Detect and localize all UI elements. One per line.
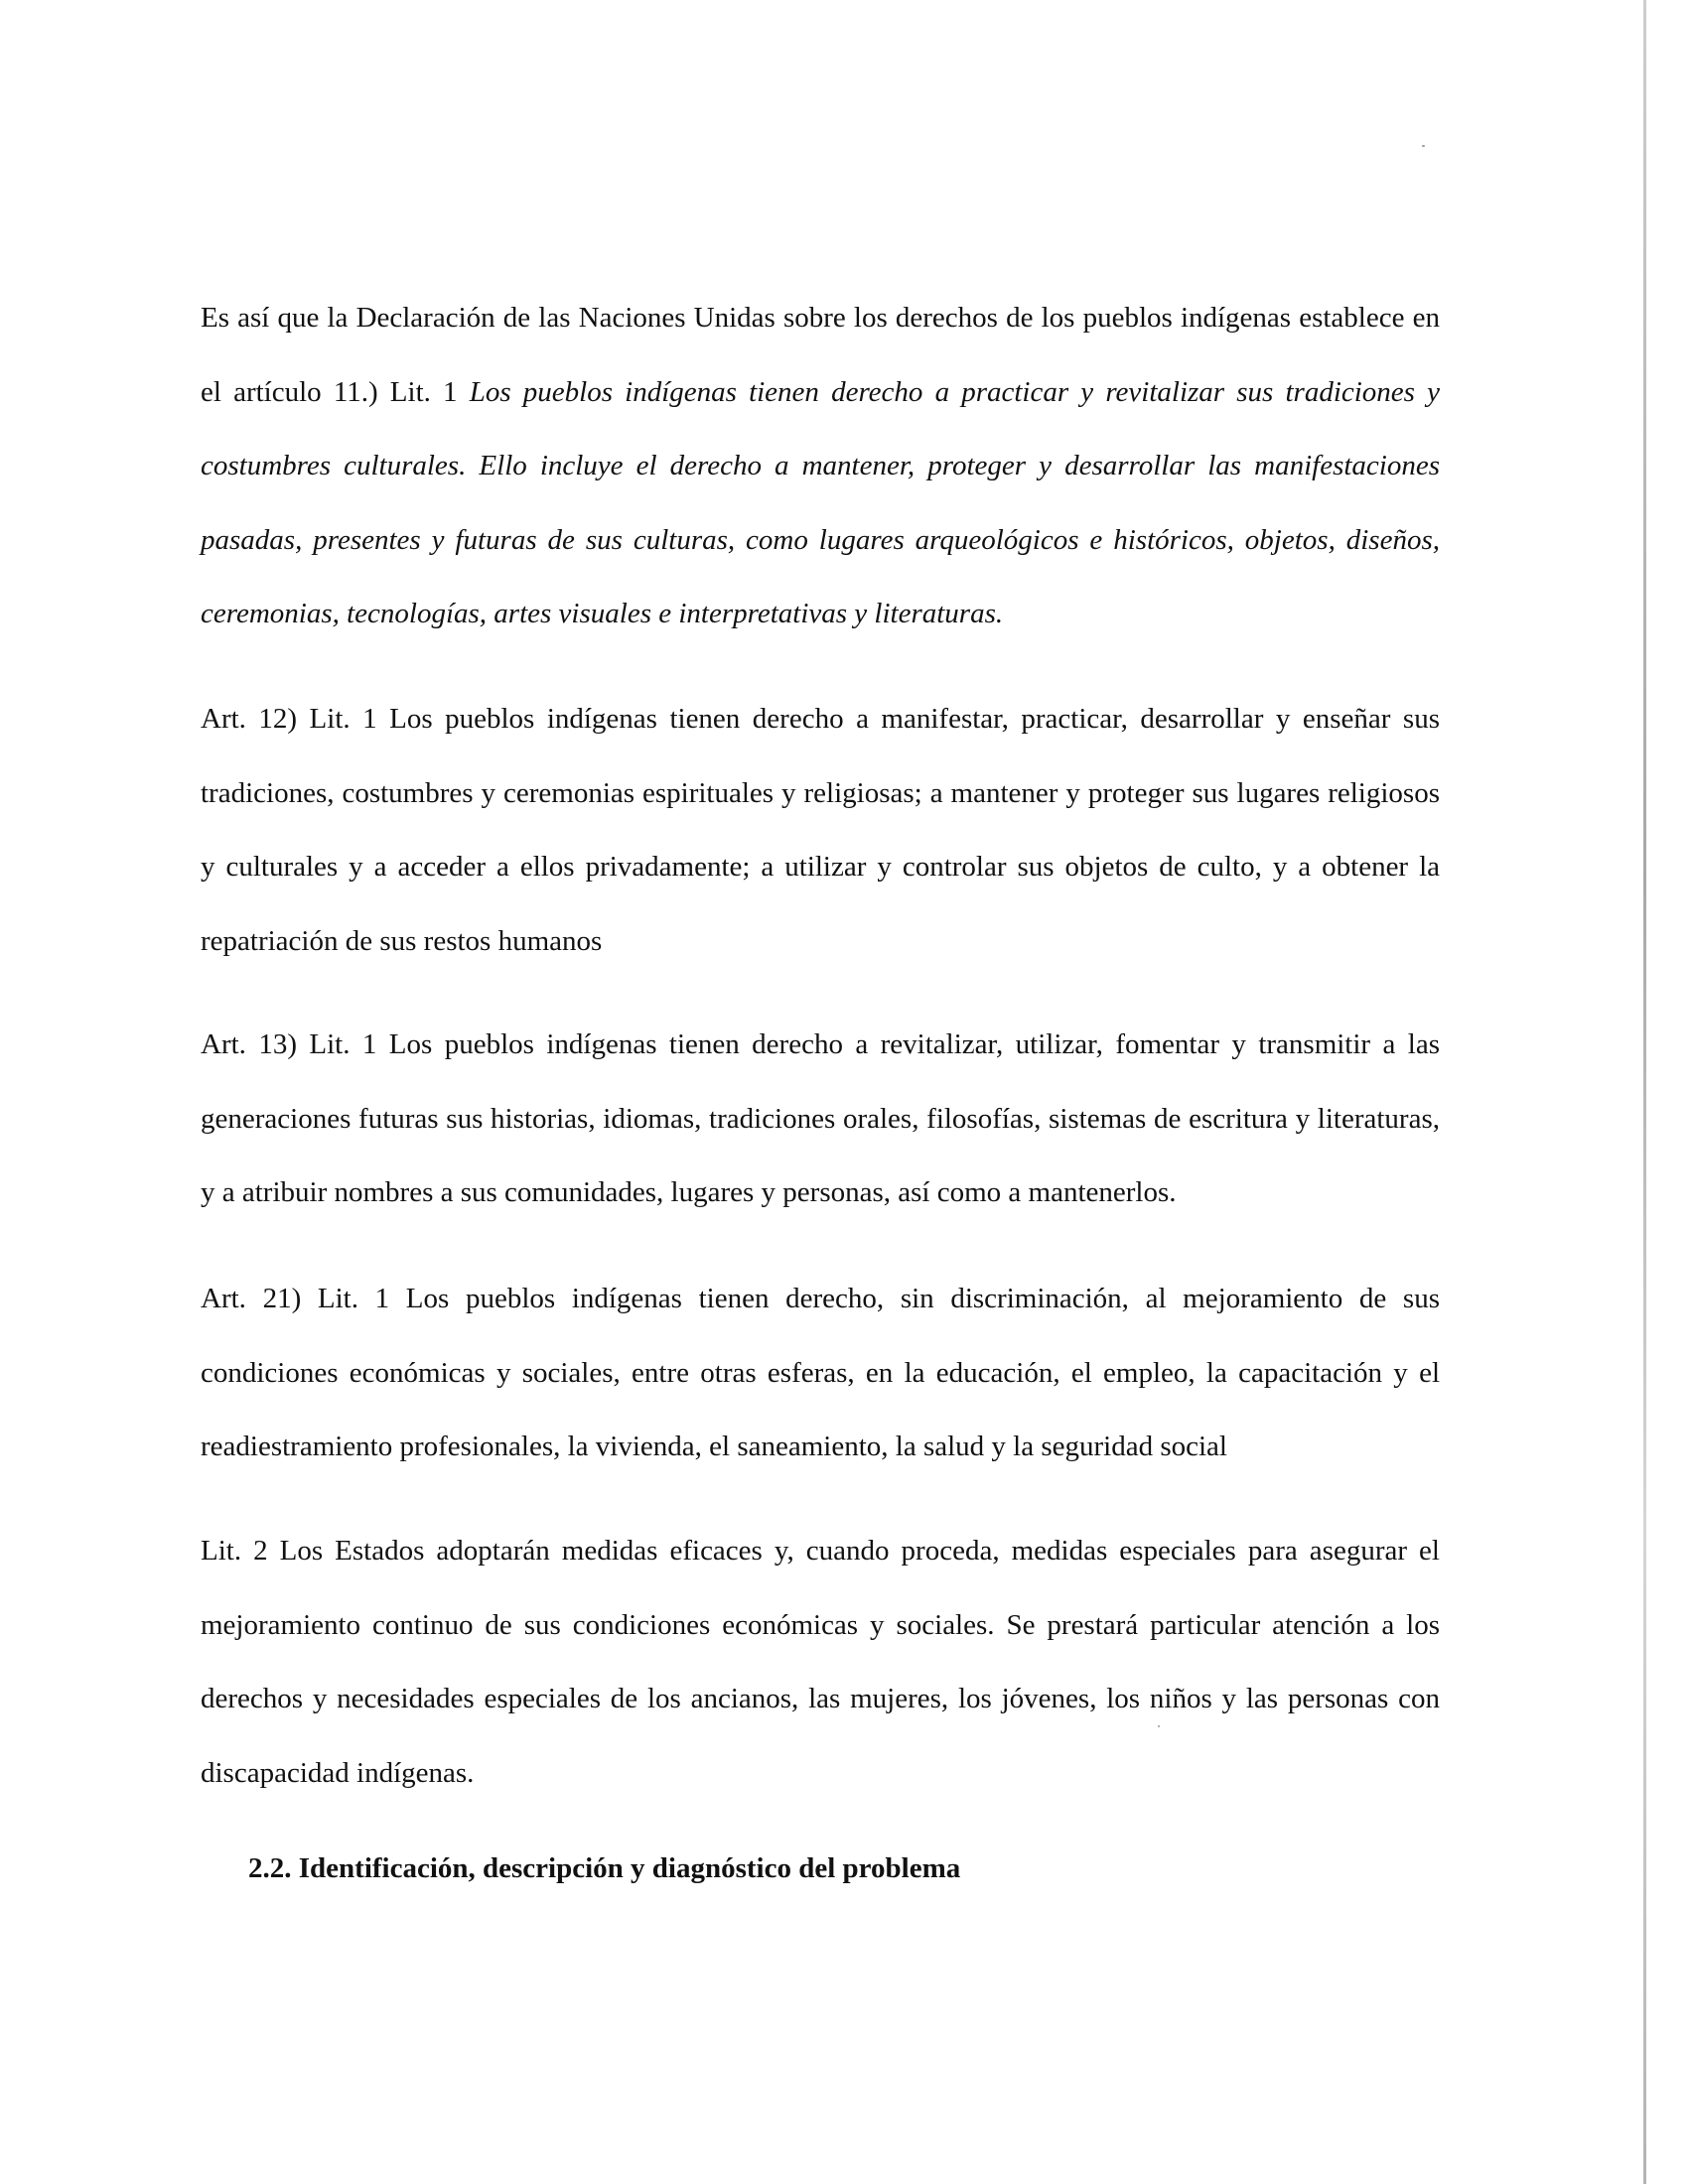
paragraph-art-12	[201, 682, 1440, 978]
paragraph-text: Lit. 2 Los Estados adoptarán medidas eficaces y, cuando proceda, medidas especiales para asegurar el mejoramiento continuo de sus condiciones económicas y sociales. Se prestará particular atención a los derechos y necesidades especiales de los ancianos, las mujeres, los jóvenes, los niños y las personas con discapacidad indígenas.	[201, 1535, 1440, 1789]
paragraph-art-13	[201, 1008, 1440, 1230]
scan-speck	[1422, 145, 1425, 147]
paragraph-art-11	[201, 281, 1440, 651]
paragraph-art-21-lit-1	[201, 1262, 1440, 1484]
paragraph-text: Art. 12) Lit. 1 Los pueblos indígenas tienen derecho a manifestar, practicar, desarrollar y enseñar sus tradiciones, costumbres y ceremonias espirituales y religiosas; a mantener y proteger sus lugares religiosos y culturales y a acceder a ellos privadamente; a utilizar y controlar sus objetos de culto, y a obtener la repatriación de sus restos humanos	[201, 703, 1440, 957]
paragraph-text: Art. 13) Lit. 1 Los pueblos indígenas tienen derecho a revitalizar, utilizar, fomentar y transmitir a las generaciones futuras sus historias, idiomas, tradiciones orales, filosofías, sistemas de escritura y literaturas, y a atribuir nombres a sus comunidades, lugares y personas, así como a mantenerlos.	[201, 1028, 1440, 1208]
section-heading: 2.2. Identificación, descripción y diagnóstico del problema	[248, 1852, 961, 1884]
paragraph-text: Art. 21) Lit. 1 Los pueblos indígenas tienen derecho, sin discriminación, al mejoramiento de sus condiciones económicas y sociales, entre otras esferas, en la educación, el empleo, la capacitación y el readiestramiento profesionales, la vivienda, el saneamiento, la salud y la seguridad social	[201, 1283, 1440, 1462]
scan-edge-line	[1643, 0, 1646, 2184]
paragraph-art-21-lit-2	[201, 1514, 1440, 1810]
paragraph-intro: Es así que la Declaración de las Naciones Unidas sobre los derechos de los pueblos indígenas establece en el artículo 11.) Lit. 1	[201, 302, 1440, 408]
paragraph-text	[201, 281, 1440, 651]
quoted-article-text: Los pueblos indígenas tienen derecho a practicar y revitalizar sus tradiciones y costumbres culturales. Ello incluye el derecho a mantener, proteger y desarrollar las manifestaciones pasadas, presentes y futuras de sus culturas, como lugares arqueológicos e históricos, objetos, diseños, ceremonias, tecnologías, artes visuales e interpretativas y literaturas.	[201, 375, 1440, 629]
